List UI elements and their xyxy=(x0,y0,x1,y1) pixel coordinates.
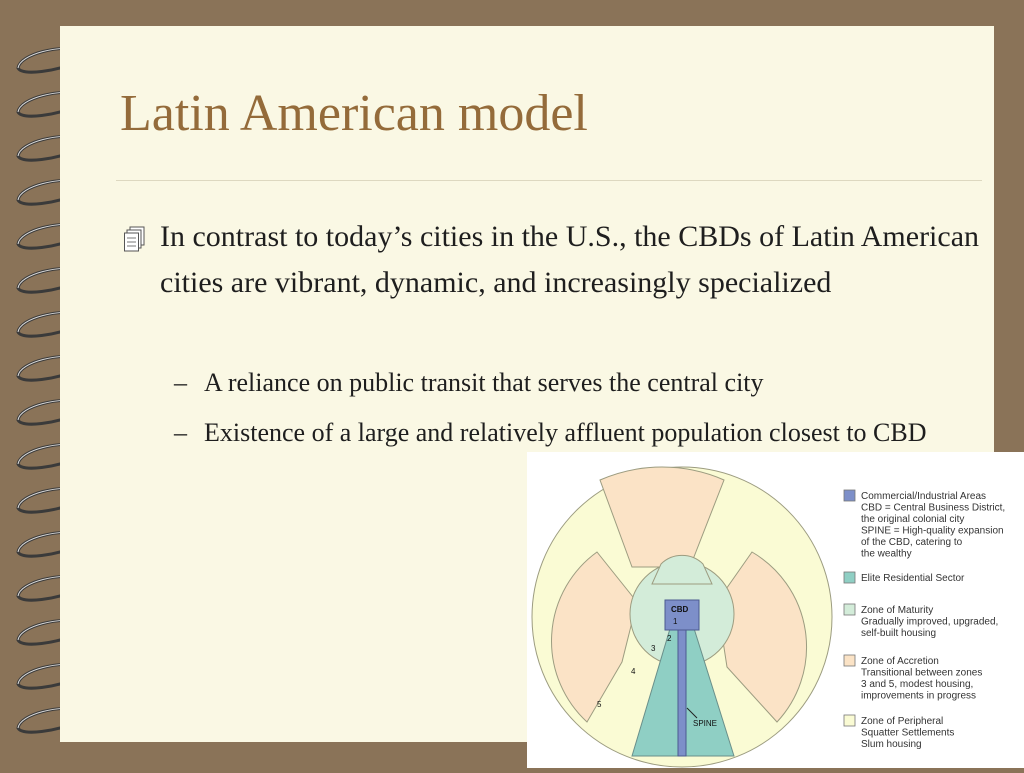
legend-text: Gradually improved, upgraded, xyxy=(861,616,999,628)
slide-title: Latin American model xyxy=(120,85,588,142)
legend-swatch xyxy=(844,490,855,501)
legend-text: the wealthy xyxy=(861,548,912,560)
diagram-legend xyxy=(844,490,1005,750)
legend-text: CBD = Central Business District, xyxy=(861,502,1006,514)
label-cbd: CBD xyxy=(671,605,689,614)
label-zone-4: 4 xyxy=(631,667,636,676)
label-spine: SPINE xyxy=(693,719,718,728)
legend-text: SPINE = High-quality expansion xyxy=(861,525,1004,537)
latin-american-city-model-diagram xyxy=(527,452,1024,768)
legend-text: Squatter Settlements xyxy=(861,727,955,739)
legend-text: Transitional between zones xyxy=(861,667,983,679)
sub-bullet-dash-1: – xyxy=(174,368,187,397)
legend-swatch xyxy=(844,715,855,726)
legend-text: self-built housing xyxy=(861,628,937,639)
legend-swatch xyxy=(844,655,855,666)
legend-swatch xyxy=(844,572,855,583)
sub-bullet-2: Existence of a large and relatively affluent population closest to CBD xyxy=(204,418,927,447)
legend-text: Commercial/Industrial Areas xyxy=(861,491,987,502)
legend-text: Zone of Accretion xyxy=(861,656,939,667)
legend-text: Elite Residential Sector xyxy=(861,573,965,584)
legend-text: of the CBD, catering to xyxy=(861,537,963,548)
legend-text: Zone of Maturity xyxy=(861,605,934,616)
legend-text: Zone of Peripheral xyxy=(861,716,944,727)
label-zone-3: 3 xyxy=(651,644,656,653)
legend-swatch xyxy=(844,604,855,615)
sub-bullet-1: A reliance on public transit that serves the central city xyxy=(204,368,764,397)
legend-text: 3 and 5, modest housing, xyxy=(861,679,974,690)
legend-text: improvements in progress xyxy=(861,690,977,702)
title-divider xyxy=(116,180,982,181)
legend-text: the original colonial city xyxy=(861,514,965,525)
city-model-graphic xyxy=(527,452,1024,768)
notepad-icon xyxy=(124,226,146,252)
spine-corridor xyxy=(678,622,686,756)
label-zone-5: 5 xyxy=(597,700,602,709)
legend-text: Slum housing xyxy=(861,739,922,750)
label-zone-2: 2 xyxy=(667,634,672,643)
label-zone-1: 1 xyxy=(673,617,678,626)
bullet-icon xyxy=(124,226,146,252)
sub-bullet-dash-2: – xyxy=(174,418,187,447)
main-bullet-text: In contrast to today’s cities in the U.S., the CBDs of Latin American cities are vibrant, dynamic, and increasingly specialized xyxy=(160,220,980,299)
